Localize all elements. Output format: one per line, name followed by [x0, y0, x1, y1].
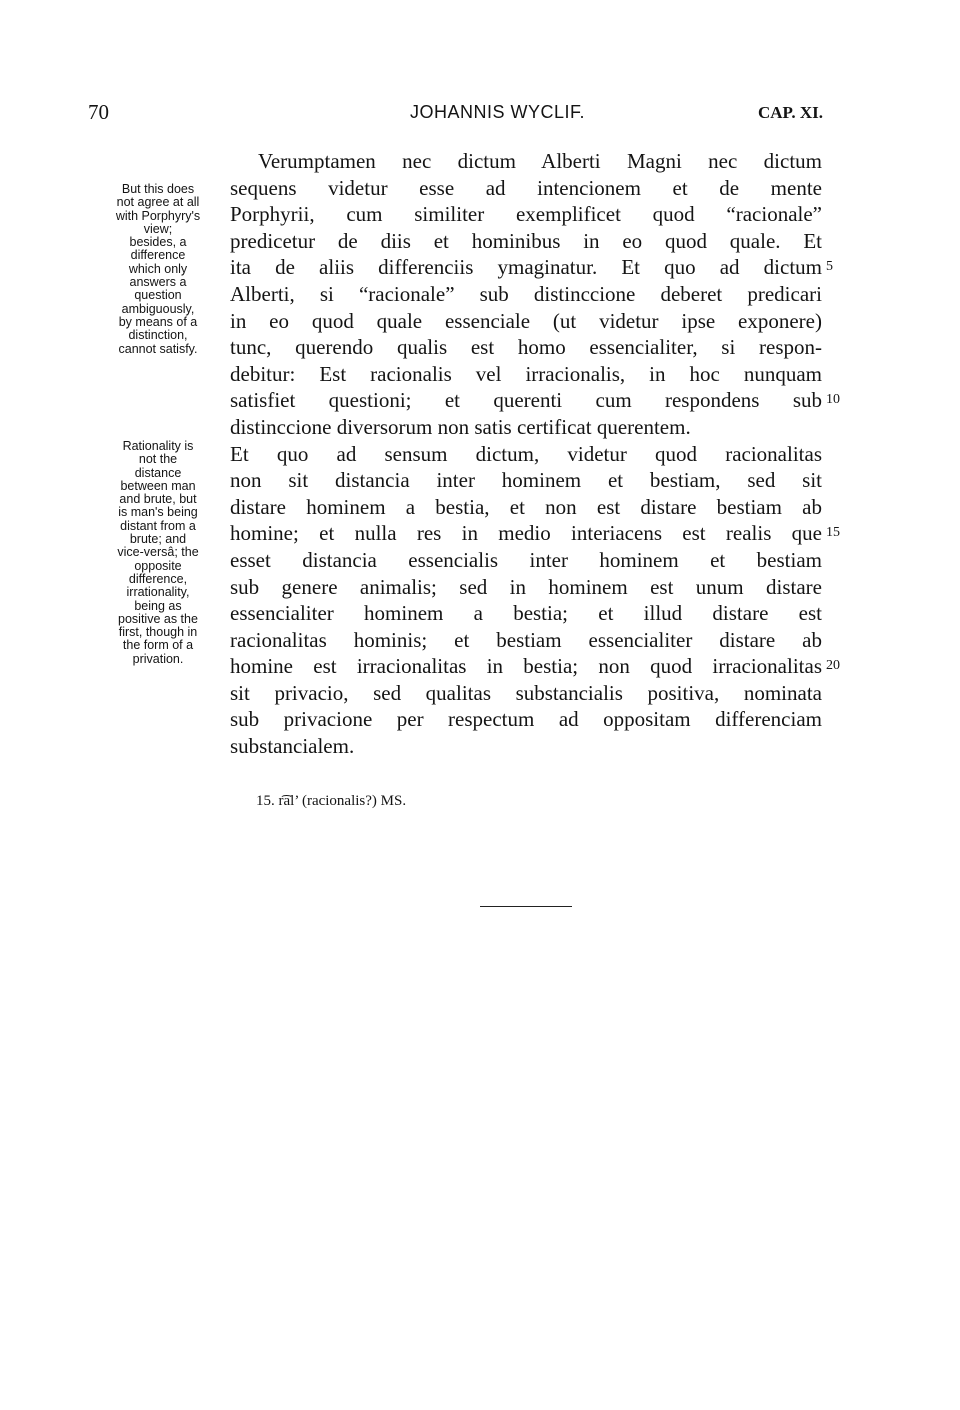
marginal-line: distance [134, 465, 182, 480]
marginal-line: irrationality, [126, 585, 190, 600]
chapter-label: CAP. XI. [758, 103, 824, 122]
marginal-line: distant from a [120, 518, 196, 533]
marginal-line: which only [128, 261, 188, 276]
marginal-line: not the [138, 452, 178, 467]
running-header [0, 100, 960, 130]
marginal-line: is man's being [118, 505, 198, 520]
footnote: 15. r͡al’ (racionalis?) MS. [256, 793, 407, 809]
text-line: Et quo ad sensum dictum, videtur quod racionalitas [230, 441, 822, 466]
marginal-line: question [134, 288, 182, 303]
text-line: in eo quod quale essenciale (ut videtur ipse exponere) [230, 308, 822, 333]
marginal-line: answers a [129, 275, 187, 290]
text-line: racionalitas hominis; et bestiam essencialiter distare ab [230, 627, 822, 652]
text-line: sub genere animalis; sed in hominem est unum distare [230, 574, 822, 599]
marginal-line: the form of a [122, 638, 194, 653]
text-line: Verumptamen nec dictum Alberti Magni nec dictum [258, 149, 822, 173]
marginal-line: being as [134, 598, 182, 613]
line-number: 5 [826, 259, 833, 275]
marginal-line: difference, [128, 571, 188, 586]
text-line: homine est irracionalitas in bestia; non quod irracionalitas [230, 654, 822, 679]
page-number: 70 [88, 100, 109, 124]
marginal-line: cannot satisfy. [118, 341, 198, 356]
marginal-note [88, 183, 228, 356]
text-line: distinccione diversorum non satis certificat querentem. [230, 414, 691, 439]
text-line: Alberti, si “racionale” sub distinccione deberet predicari [230, 281, 822, 306]
marginal-line: brute; and [129, 532, 187, 547]
text-line: sequens videtur esse ad intencionem et de mente [230, 175, 822, 200]
marginal-line: positive as the [118, 611, 198, 626]
marginal-line: ambiguously, [121, 301, 195, 316]
text-line: essencialiter hominem a bestia; et illud distare est [230, 601, 822, 626]
marginal-line: besides, a [129, 235, 187, 250]
closing-rule [480, 906, 572, 907]
text-line: ita de aliis differenciis ymaginatur. Et quo ad dictum [230, 255, 822, 280]
line-number: 20 [826, 658, 840, 674]
marginal-line: Rationality is [122, 439, 194, 453]
marginal-line: between man [120, 478, 196, 493]
marginal-line: vice-versâ; the [117, 545, 199, 560]
marginal-line: But this does [121, 182, 195, 196]
marginal-line: with Porphyry's [115, 208, 201, 223]
text-line: sub privacione per respectum ad oppositam differenciam [230, 707, 822, 732]
text-line: distare hominem a bestia, et non est distare bestiam ab [230, 494, 822, 519]
marginal-line: view; [143, 221, 173, 236]
text-line: predicetur de diis et hominibus in eo quod quale. Et [230, 228, 822, 253]
marginal-line: first, though in [118, 625, 198, 640]
running-title: JOHANNIS WYCLIF. [410, 102, 586, 122]
marginal-line: not agree at all [116, 195, 200, 210]
text-line: substancialem. [230, 734, 355, 759]
text-line: Porphyrii, cum similiter exemplificet quod “racionale” [230, 202, 822, 227]
text-line: esset distancia essencialis inter hominem et bestiam [230, 547, 822, 572]
main-text [230, 148, 822, 760]
marginal-line: distinction, [128, 328, 188, 343]
text-line: homine; et nulla res in medio interiacens est realis que [230, 521, 822, 546]
marginal-line: opposite [134, 558, 182, 573]
text-line: sit privacio, sed qualitas substancialis positiva, nominata [230, 680, 822, 705]
line-number: 15 [826, 525, 840, 541]
text-line: tunc, querendo qualis est homo essencialiter, si respon- [230, 335, 822, 360]
text-line: non sit distancia inter hominem et bestiam, sed sit [230, 468, 822, 493]
line-number: 10 [826, 392, 840, 408]
marginal-line: by means of a [118, 314, 198, 329]
marginal-line: privation. [132, 651, 184, 666]
text-line: satisfiet questioni; et querenti cum respondens sub [230, 388, 822, 413]
text-line: debitur: Est racionalis vel irracionalis, in hoc nunquam [230, 361, 822, 386]
marginal-note [88, 440, 228, 666]
marginal-line: difference [130, 248, 186, 263]
marginal-line: and brute, but [119, 492, 197, 507]
